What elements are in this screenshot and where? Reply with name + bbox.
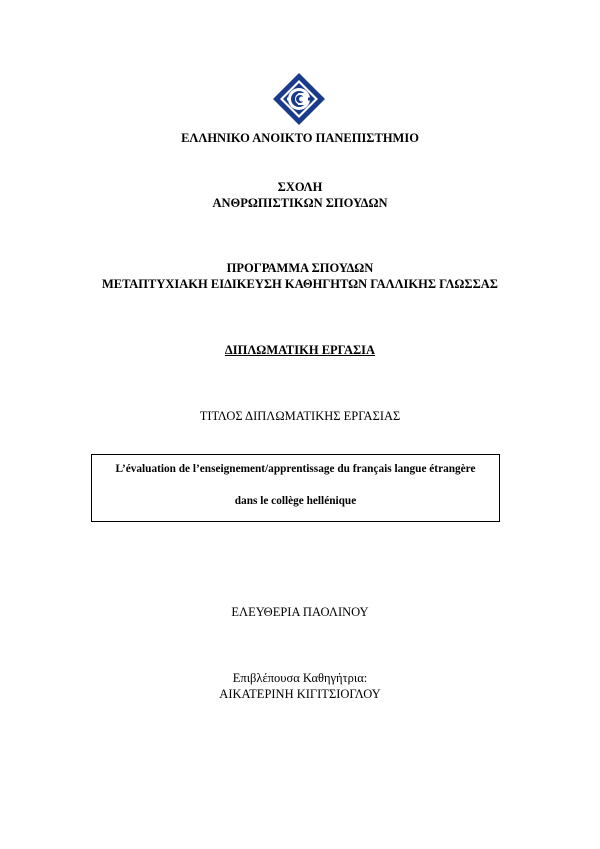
- title-heading: ΤΙΤΛΟΣ ΔΙΠΛΩΜΑΤΙΚΗΣ ΕΡΓΑΣΙΑΣ: [199, 409, 401, 423]
- program-name: ΜΕΤΑΠΤΥΧΙΑΚΗ ΕΙΔΙΚΕΥΣΗ ΚΑΘΗΓΗΤΩΝ ΓΑΛΛΙΚΗΣ ΓΛΩΣΣΑΣ: [102, 277, 498, 291]
- author-name: ΕΛΕΥΘΕΡΙΑ ΠΑΟΛΙΝΟΥ: [231, 605, 369, 619]
- supervisor-name: ΑΙΚΑΤΕΡΙΝΗ ΚΙΓΙΤΣΙΟΓΛΟΥ: [219, 687, 381, 701]
- program-label: ΠΡΟΓΡΑΜΜΑ ΣΠΟΥΔΩΝ: [226, 261, 374, 275]
- supervisor-label: Επιβλέπουσα Καθηγήτρια:: [232, 671, 368, 685]
- thesis-title-box: [91, 454, 500, 522]
- thesis-title-line-1: L’évaluation de l’enseignement/apprentissage du français langue étrangère: [115, 463, 476, 475]
- school-name: ΑΝΘΡΩΠΙΣΤΙΚΩΝ ΣΠΟΥΔΩΝ: [212, 196, 388, 210]
- document-type: ΔΙΠΛΩΜΑΤΙΚΗ ΕΡΓΑΣΙΑ: [224, 343, 376, 357]
- university-logo-icon: [272, 72, 326, 126]
- school-label: ΣΧΟΛΗ: [277, 180, 323, 194]
- thesis-title-line-2: dans le collège hellénique: [234, 495, 357, 507]
- university-name: ΕΛΛΗΝΙΚΟ ΑΝΟΙΚΤΟ ΠΑΝΕΠΙΣΤΗΜΙΟ: [181, 131, 419, 145]
